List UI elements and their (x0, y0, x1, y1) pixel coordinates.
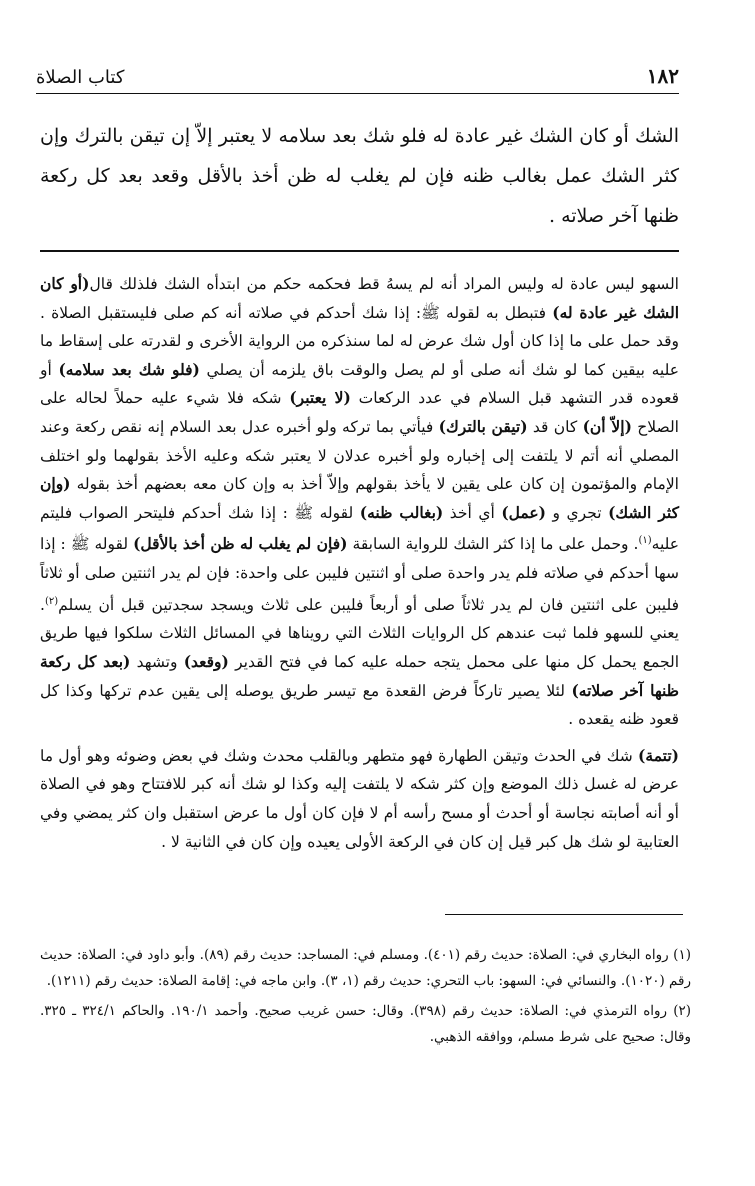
commentary-text: شكه فلا شيء عليه حملاً لحاله على الصلاح (40, 389, 679, 436)
footnote-2: (٢) رواه الترمذي في: الصلاة: حديث رقم (٣٩٨). وقال: حسن غريب صحيح. وأحمد ١٩٠/١. والحاكم ٣٢٤/١ ـ ٣٢٥. وقال: صحيح على شرط مسلم، ووافقه الذهبي. (40, 1003, 692, 1045)
quoted-matn: (عمل) (501, 502, 546, 522)
running-head (36, 60, 679, 88)
commentary-text: لقوله ﷺ : إذا شك أحدكم فليتحر الصواب فليتم عليه (40, 503, 680, 554)
commentary-text: أو قعوده قدر التشهد قبل السلام في عدد الركعات (40, 360, 679, 408)
commentary-text: فتبطل به لقوله ﷺ: إذا شك أحدكم في صلاته أنه كم صلى فليستقبل الصلاة . وقد حمل على ما إذا كان أول شك عرض له لما سنذكره من الرواية الأخرى و لقدرته على إسقاط ما عليه بيقين كما لو شك أنه صلى أو لم يصل والوقت باق يلزمه أن يصلي (40, 303, 679, 379)
quoted-matn: (إلاّ أن) (582, 416, 632, 436)
commentary-text: السهو ليس عادة له وليس المراد أنه لم يسهُ قط فحكمه حكم من ابتدأه الشك فلذلك قال (89, 275, 679, 293)
quoted-matn: (أو كان الشك غير عادة له) (40, 274, 679, 322)
quoted-matn: (تيقن بالترك) (438, 416, 528, 436)
commentary (40, 270, 679, 856)
commentary-text: لئلا يصير تاركاً فرض القعدة مع تيسر طريق يوصله إلى يقين عدم تركها وكذا كل قعود ظنه يقعده . (40, 681, 679, 729)
footnote-ref: (٢) (44, 595, 59, 607)
footnote-rule (445, 914, 683, 915)
supplement-paragraph (40, 742, 679, 856)
commentary-text: فيأتي بما تركه ولو أخبره عدل بعد السلام إنه نقص ركعة وعند المصلي أنه أتم لا يلتفت إلى إخباره ولو أخبره عدلان لا يعتبر شكه وعليه الأخذ بقولهما ولو اختلف الإمام والمؤتمون إن كان على يقين لا يأخذ بقولهم وإلاّ أخذ به وإن كان معه بعضهم أخذ بقوله (40, 417, 679, 494)
matn-text: الشك أو كان الشك غير عادة له فلو شك بعد سلامه لا يعتبر إلاّ إن تيقن بالترك وإن كثر الشك عمل بغالب ظنه فإن لم يغلب له ظن أخذ بالأقل وقعد بعد كل ركعة ظنها آخر صلاته . (40, 125, 679, 227)
section-divider (40, 250, 679, 252)
commentary-text: لقوله ﷺ : إذا سها أحدكم في صلاته فلم يدر واحدة صلى أو اثنتين فليبن على واحدة: فإن لم يدر اثنتين صلى أو ثلاثاً فليبن على اثنتين فان لم يدر ثلاثاً صلى أو أربعاً فليبن على ثلاث ويسجد سجدتين قبل أن يسلم (40, 535, 679, 614)
commentary-text: كان قد (532, 417, 578, 436)
footnote-ref: (١) (638, 535, 652, 547)
footnotes (40, 942, 691, 1054)
commentary-text: . يعني للسهو فلما ثبت عندهم كل الروايات الثلاث التي رويناها في المسائل الثلاث سلكوا فيها طريق الجمع يحمل كل منها على محمل يتجه حمله عليه كما في فتح القدير (40, 595, 679, 672)
quoted-matn: (وإن كثر الشك) (40, 474, 679, 522)
commentary-text: تجري و (552, 503, 602, 522)
header-rule (36, 93, 679, 94)
quoted-matn: (وقعد) (183, 652, 229, 672)
footnote-1: (١) رواه البخاري في: الصلاة: حديث رقم (٤٠١). ومسلم في: المساجد: حديث رقم (٨٩). وأبو داود في: الصلاة: حديث رقم (١٠٢٠). والنسائي في: السهو: باب التحري: حديث رقم (١، ٣). وابن ماجه في: إقامة الصلاة: حديث رقم (١٢١١). (40, 947, 691, 989)
quoted-matn: (بغالب ظنه) (359, 502, 444, 522)
quoted-matn: (لا يعتبر) (289, 388, 351, 408)
page-number: ١٨٢ (646, 64, 679, 88)
supplement-text: شك في الحدث وتيقن الطهارة فهو متطهر وبالقلب محدث وشك في بعض وضوئه وهو أول ما عرض له غسل ذلك الموضع وإن كثر شكه لا يلتفت إليه وكذا لو شك أنه كبر للافتتاح وهو في الصلاة أو أنه أصابته نجاسة أو أحدث أو مسح رأسه أم لا فإن كان أول ما عرض استقبل وان كثر يمضي وفي العتابية لو شك هل كبر قيل إن كان في الركعة الأولى يعيده وإن كان في الثانية لا . (40, 746, 679, 851)
quoted-matn: (فلو شك بعد سلامه) (58, 359, 200, 379)
commentary-paragraph (40, 270, 679, 734)
supplement-heading: (تتمة) (638, 745, 679, 765)
commentary-text: أي أخذ (449, 503, 495, 522)
quoted-matn: (بعد كل ركعة ظنها آخر صلاته) (40, 652, 680, 700)
quoted-matn: (فإن لم يغلب له ظن أخذ بالأقل) (133, 534, 348, 554)
commentary-text: وتشهد (136, 653, 178, 672)
commentary-text: . وحمل على ما إذا كثر الشك للرواية السابقة (352, 535, 639, 554)
book-title: كتاب الصلاة (36, 67, 125, 88)
